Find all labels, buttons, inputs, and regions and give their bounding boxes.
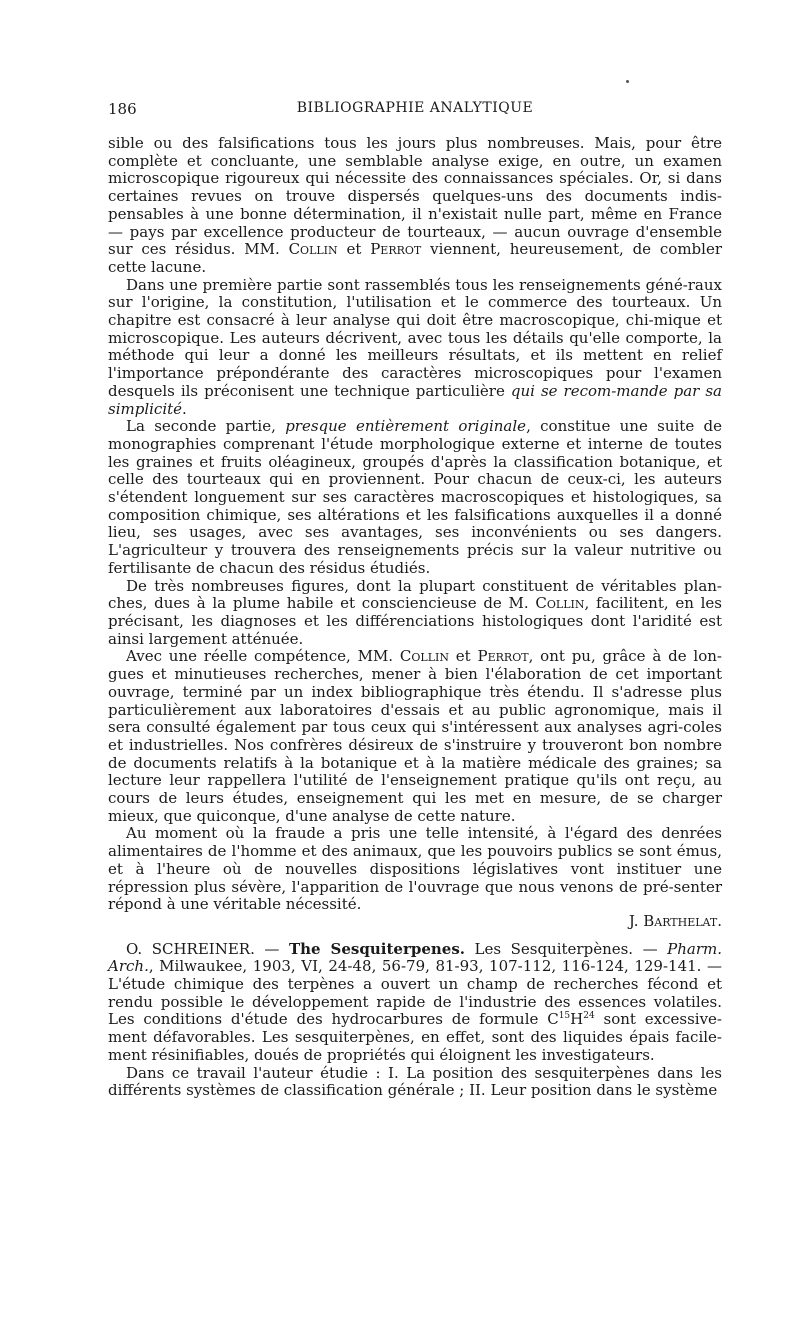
- review-author: O. SCHREINER.: [126, 939, 255, 958]
- paragraph-text: , facilitent, en les précisant, les diagnoses et les différenciations histologiques dont l'aridité est ainsi largement atténuée.: [108, 594, 722, 648]
- paragraph: [108, 277, 722, 419]
- paragraph-text: , constitue une suite de monographies comprenant l'étude morphologique externe et interne de toutes les graines et fruits oléagineux, groupés d'après la classification botanique, et celle des tourteaux qui en proviennent. Pour chacun de ceux-ci, les auteurs s'étendent longuement sur ses caractères macroscopiques et histologiques, sa composition chimique, ses altérations et les falsifications auxquelles il a donné lieu, ses usages, avec ses avantages, ses inconvénients ou ses dangers. L'agriculteur y trouvera des renseignements précis sur la valeur nutritive ou fertilisante de chacun des résidus étudiés.: [108, 417, 723, 577]
- paragraph: [108, 648, 722, 825]
- paragraph-text: Au moment où la fraude a pris une telle intensité, à l'égard des denrées alimentaires de l'homme et des animaux, que les pouvoirs publics se sont émus, et à l'heure où de nouvelles dispositions législatives vont instituer une répression plus sévère, l'apparition de l'ouvrage que nous venons de pré-senter répond à une véritable nécessité.: [108, 824, 722, 914]
- print-speck: [626, 80, 629, 83]
- paragraph: [108, 578, 722, 649]
- author-name: Perrot: [477, 647, 529, 666]
- paragraph-text: Dans une première partie sont rassemblés tous les renseignements géné-raux sur l'origine, la constitution, l'utilisation et le commerce des tourteaux. Un chapitre est consacré à leur analyse qui doit être macroscopique, chi-mique et microscopique. Les auteurs décrivent, avec tous les détails qu'elle comporte, la méthode qui leur a donné les meilleurs résultats, et ils mettent en relief l'importance prépondérante des caractères microscopiques pour l'examen desquels ils préconisent une technique particulière: [108, 275, 722, 400]
- paragraph-text: sible ou des falsifications tous les jours plus nombreuses. Mais, pour être complète et concluante, une semblable analyse exige, en outre, un examen microscopique rigoureux qui nécessite des connaissances spéciales. Or, si dans certaines revues on trouve dispersés quelques-uns des documents indis-pensables à une bonne détermination, il n'existait nulle part, même en France — pays par excellence producteur de tourteaux, — aucun ouvrage d'ensemble sur ces résidus. MM.: [108, 134, 722, 259]
- paragraph: [108, 418, 722, 577]
- review-translation: Les Sesquiterpènes. —: [465, 939, 668, 958]
- italic-quote: presque entièrement originale: [285, 417, 527, 436]
- journal-name: Pharm. Arch.: [108, 939, 722, 976]
- paragraph: [108, 135, 722, 277]
- formula-element: H: [570, 1010, 584, 1029]
- paragraph-text: , ont pu, grâce à de lon-gues et minutieuses recherches, mener à bien l'élaboration de cet important ouvrage, terminé par un index bibliographique très étendu. Il s'adresse plus particulièrement aux laboratoires d'essais et au public agronomique, mais il sera consulté également par tous ceux qui s'intéressent aux analyses agri-coles et industrielles. Nos confrères désireux de s'instruire y trouveront bon nombre de documents relatifs à la botanique et à la matière médicale des graines; sa lecture leur rappellera l'utilité de l'enseignement pratique qu'ils ont reçu, au cours de leurs études, enseignement qui les met en mesure, de se charger mieux, que quiconque, d'une analyse de cette nature.: [108, 647, 722, 825]
- paragraph-text: La seconde partie,: [126, 417, 286, 436]
- author-name: Collin: [399, 647, 449, 666]
- paragraph: [108, 825, 722, 914]
- review-title: The Sesquiterpenes.: [288, 939, 465, 958]
- page-body: [108, 135, 722, 1100]
- paragraph-text: De très nombreuses figures, dont la plupart constituent de véritables plan-ches, dues à la plume habile et consciencieuse de M.: [108, 576, 722, 613]
- signature: [108, 913, 722, 931]
- paragraph: [108, 1065, 722, 1100]
- page-header: [108, 100, 722, 122]
- paragraph-text: viennent, heureusement, de combler cette lacune.: [108, 240, 722, 276]
- signature-text: J. Barthelat.: [628, 911, 722, 930]
- formula-index: 24: [583, 1011, 595, 1022]
- paragraph-text: et: [337, 240, 371, 259]
- author-name: Collin: [288, 240, 338, 259]
- review-text: sont excessive-ment défavorables. Les sesquiterpènes, en effet, sont des liquides épais facile-ment résinifiables, doués de propriétés qui éloignent les investigateurs.: [108, 1010, 722, 1064]
- paragraph-text: Dans ce travail l'auteur étudie : I. La position des sesquiterpènes dans les différents systèmes de classification générale ; II. Leur position dans le système: [108, 1063, 722, 1100]
- formula-index: 15: [558, 1011, 571, 1022]
- paragraph-text: Avec une réelle compétence, MM.: [126, 647, 400, 666]
- separator: —: [254, 939, 289, 958]
- review-text: , Milwaukee, 1903, VI, 24-48, 56-79, 81-93, 107-112, 116-124, 129-141. — L'étude chimique des terpènes a ouvert un champ de recherches fécond et rendu possible le développement rapide de l'industrie des essences volatiles. Les conditions d'étude des hydrocarbures de formule C: [108, 957, 722, 1029]
- running-title: BIBLIOGRAPHIE ANALYTIQUE: [296, 100, 534, 116]
- author-name: Perrot: [370, 240, 422, 259]
- author-name: Collin: [535, 594, 585, 613]
- review-entry: [108, 941, 722, 1065]
- italic-quote: qui se recom-mande par sa simplicité: [108, 381, 722, 418]
- page-number: 186: [108, 100, 137, 118]
- paragraph-text: .: [182, 399, 187, 418]
- paragraph-text: et: [448, 647, 478, 666]
